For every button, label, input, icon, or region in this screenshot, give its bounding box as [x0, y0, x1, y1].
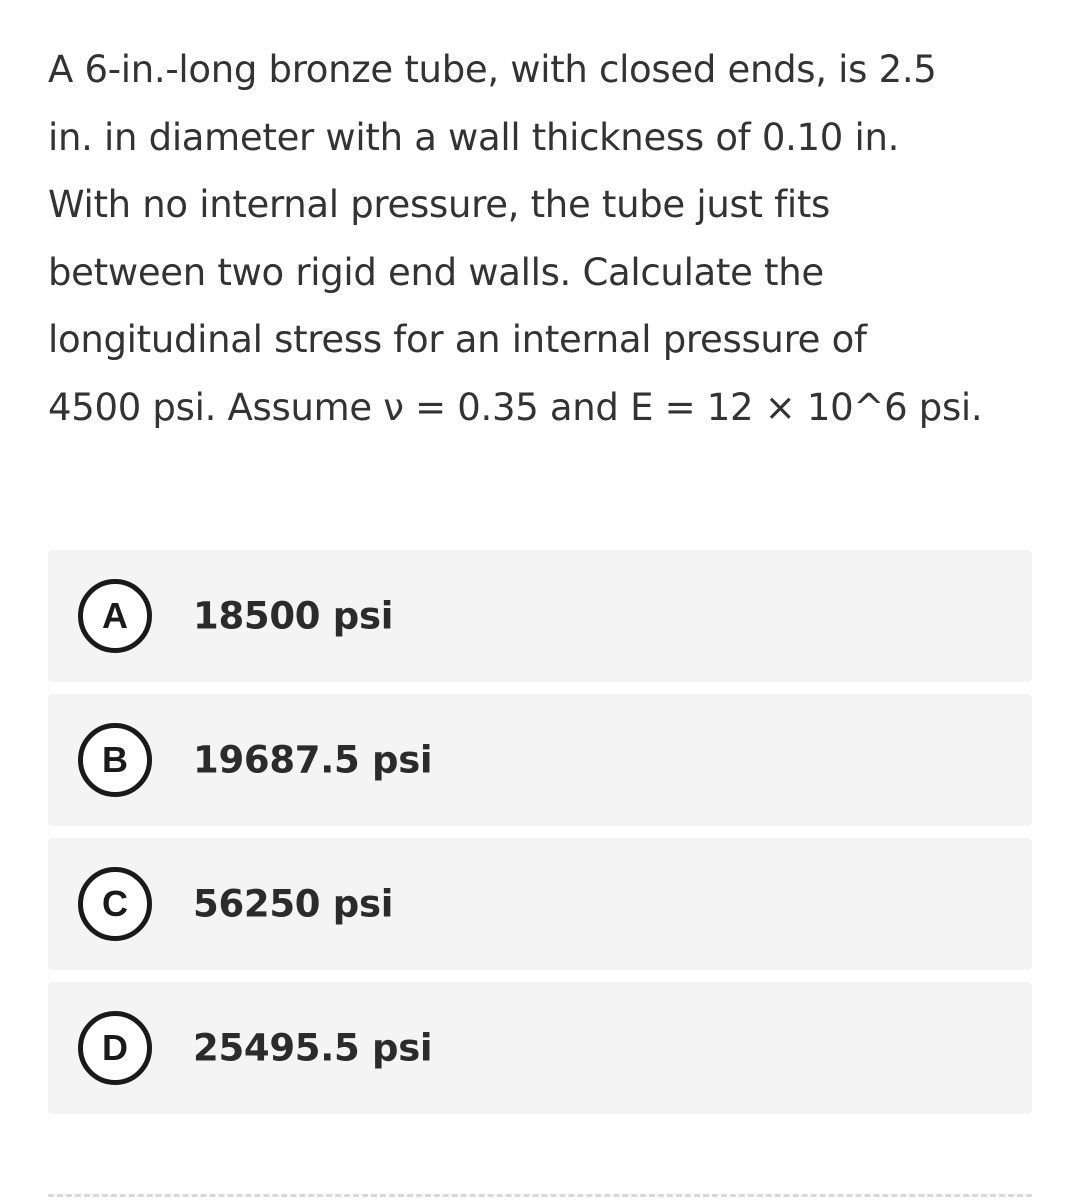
question-line: longitudinal stress for an internal pressure of — [48, 318, 867, 361]
option-b[interactable] — [48, 694, 1032, 826]
question-text — [48, 36, 1008, 441]
question-line: between two rigid end walls. Calculate the — [48, 250, 824, 294]
bottom-divider — [48, 1194, 1032, 1197]
option-a-text: 18500 psi — [193, 594, 394, 638]
question-line: With no internal pressure, the tube just fits — [48, 183, 831, 226]
option-a[interactable] — [48, 550, 1032, 682]
question-line: A 6-in.-long bronze tube, with closed ends, is 2.5 — [48, 48, 937, 91]
option-c[interactable] — [48, 838, 1032, 970]
option-c-text: 56250 psi — [193, 882, 394, 926]
option-a-letter-badge: A — [78, 579, 152, 653]
question-line: 4500 psi. Assume ν = 0.35 and E = 12 × 10^6 psi. — [48, 385, 983, 429]
answer-options — [48, 550, 1032, 1126]
option-d[interactable] — [48, 982, 1032, 1114]
option-d-letter-badge: D — [78, 1011, 152, 1085]
question-line: in. in diameter with a wall thickness of 0.10 in. — [48, 115, 900, 159]
option-c-letter-badge: C — [78, 867, 152, 941]
option-b-text: 19687.5 psi — [193, 738, 433, 782]
option-b-letter-badge: B — [78, 723, 152, 797]
option-d-text: 25495.5 psi — [193, 1026, 433, 1070]
